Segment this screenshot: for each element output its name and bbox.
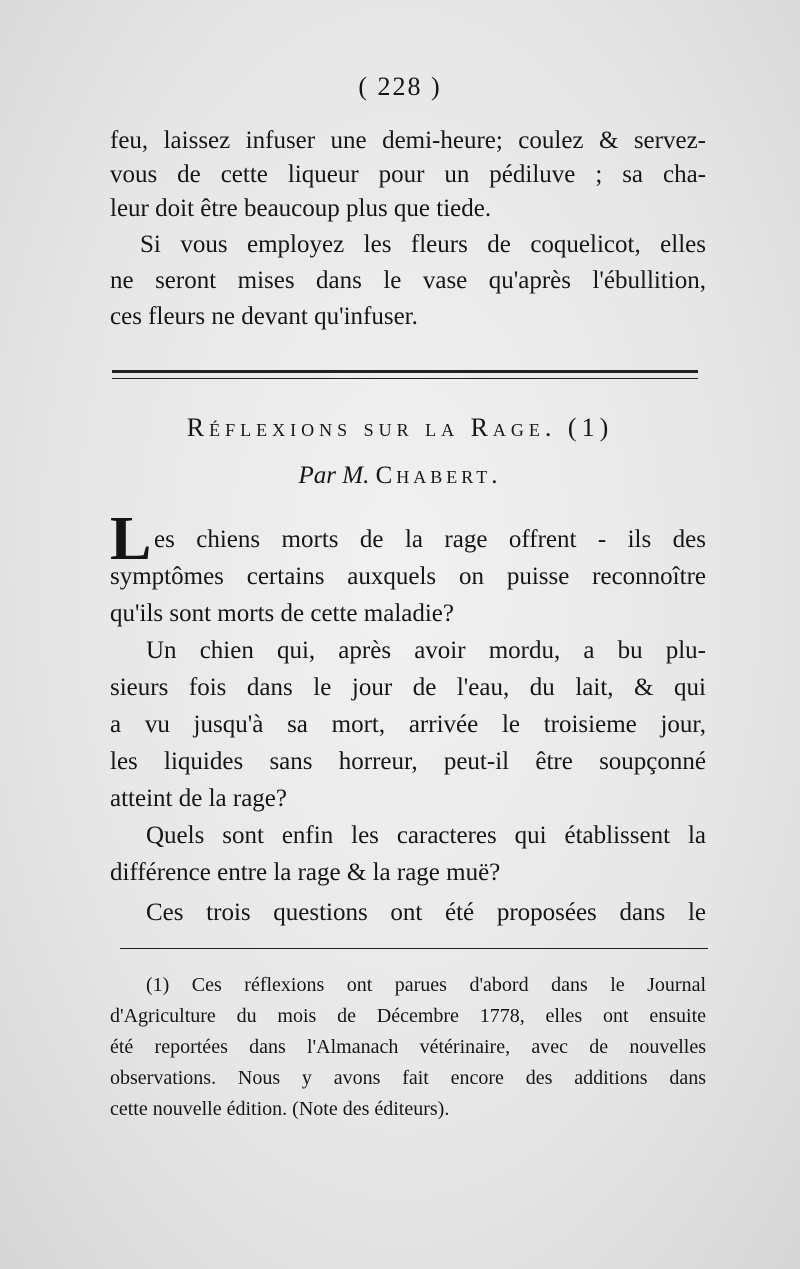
text-line: sieurs fois dans le jour de l'eau, du lait, & qui xyxy=(110,674,706,701)
footnote-line: cette nouvelle édition. (Note des éditeurs). xyxy=(110,1098,450,1120)
text-line: différence entre la rage & la rage muë? xyxy=(110,859,501,886)
section-title: Réflexions sur la Rage. (1) xyxy=(186,413,614,442)
text-line: Si vous employez les fleurs de coquelicot, elles xyxy=(140,231,706,258)
footnote-line: observations. Nous y avons fait encore des additions dans xyxy=(110,1067,706,1089)
text-line: a vu jusqu'à sa mort, arrivée le troisieme jour, xyxy=(110,711,706,738)
text-line: es chiens morts de la rage offrent - ils des xyxy=(154,526,706,553)
drop-cap: L xyxy=(110,505,152,573)
text-line: les liquides sans horreur, peut-il être soupçonné xyxy=(110,748,706,775)
text-line: atteint de la rage? xyxy=(110,785,287,812)
page-number: ( 228 ) xyxy=(358,72,442,101)
author-prefix: Par M. xyxy=(298,462,370,489)
text-line: leur doit être beaucoup plus que tiede. xyxy=(110,195,492,222)
section-rule-thin xyxy=(112,378,698,379)
text-line: qu'ils sont morts de cette maladie? xyxy=(110,600,454,627)
text-line: Quels sont enfin les caracteres qui établissent la xyxy=(146,822,706,849)
footnote-line: d'Agriculture du mois de Décembre 1778, elles ont ensuite xyxy=(110,1005,706,1027)
footnote-line: (1) Ces réflexions ont parues d'abord dans le Journal xyxy=(146,974,706,996)
footnote-line: été reportées dans l'Almanach vétérinaire, avec de nouvelles xyxy=(110,1036,706,1058)
text-line: Un chien qui, après avoir mordu, a bu plu- xyxy=(146,637,706,664)
text-line: ces fleurs ne devant qu'infuser. xyxy=(110,303,418,330)
author-name: Chabert. xyxy=(375,462,502,489)
footnote-rule xyxy=(120,948,708,949)
author-line xyxy=(0,462,800,490)
section-rule xyxy=(112,370,698,373)
text-line: vous de cette liqueur pour un pédiluve ; sa cha- xyxy=(110,161,706,188)
text-line: symptômes certains auxquels on puisse reconnoître xyxy=(110,563,706,590)
text-line: Ces trois questions ont été proposées dans le xyxy=(146,899,706,926)
text-line: feu, laissez infuser une demi-heure; coulez & servez- xyxy=(110,127,706,154)
text-line: ne seront mises dans le vase qu'après l'ébullition, xyxy=(110,267,706,294)
